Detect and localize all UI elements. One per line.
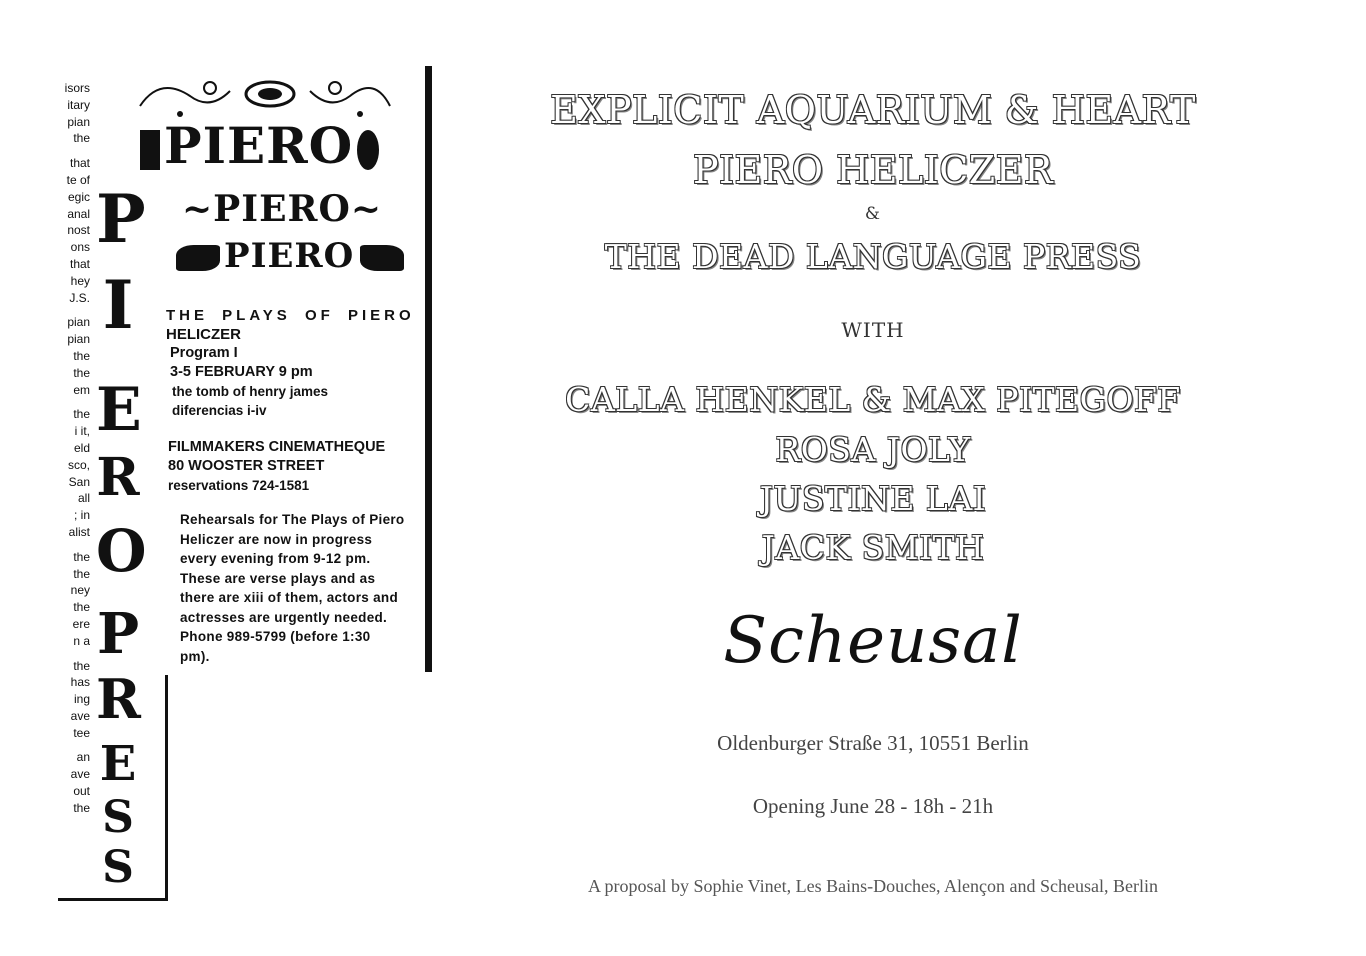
- hand-right-icon: [360, 245, 404, 271]
- cut-text-line: ave: [70, 708, 90, 723]
- cut-text-line: ing: [73, 692, 90, 707]
- rehearsal-line: Phone 989-5799 (before 1:30: [180, 629, 371, 644]
- program-label: Program I: [170, 345, 238, 361]
- cut-text-line: the: [73, 800, 90, 815]
- cut-text-line: an: [76, 750, 90, 765]
- cut-text-line: pian: [67, 315, 90, 330]
- cut-text-line: pian: [67, 114, 90, 129]
- cut-text-line: anal: [67, 206, 90, 221]
- clipping-border-right: [425, 66, 432, 672]
- cut-text-line: the: [73, 365, 90, 380]
- flame-left-icon: [140, 130, 160, 170]
- cut-text-line: em: [73, 382, 90, 397]
- with-label: WITH: [841, 318, 905, 342]
- vertical-letter: E: [96, 375, 142, 445]
- cut-text-line: [58, 306, 90, 314]
- cut-text-line: [58, 741, 90, 749]
- vertical-letter: P: [96, 601, 140, 667]
- ampersand: &: [864, 204, 882, 224]
- cut-text-line: egic: [67, 189, 90, 204]
- work-2: diferencias i-iv: [172, 403, 267, 418]
- cut-text-line: all: [77, 491, 90, 506]
- cut-text-line: te of: [66, 172, 90, 187]
- cut-text-line: the: [73, 407, 90, 422]
- vertical-letter: P: [96, 180, 146, 258]
- cut-text-line: San: [68, 474, 90, 489]
- artist-3: JUSTINE LAI: [759, 479, 987, 518]
- cut-text-line: the: [73, 600, 90, 615]
- vertical-letter: E: [99, 736, 137, 792]
- clipping-title: [140, 116, 379, 175]
- plays-heading-2: HELICZER: [166, 326, 241, 343]
- cut-text-line: itary: [67, 97, 90, 112]
- cut-text-line: the: [73, 566, 90, 581]
- vertical-letter: S: [102, 842, 134, 893]
- rehearsal-line: Heliczer are now in progress: [180, 531, 373, 547]
- cut-text-line: sco,: [67, 457, 90, 472]
- cut-text-line: that: [69, 256, 90, 271]
- rehearsal-line: there are xiii of them, actors and: [180, 590, 399, 605]
- cut-text-line: ; in: [73, 508, 90, 523]
- cut-text-line: n a: [73, 633, 90, 648]
- cut-text-line: out: [73, 784, 90, 799]
- cut-text-line: alist: [68, 524, 90, 539]
- artist-2: ROSA JOLY: [775, 430, 971, 469]
- cut-text-line: the: [73, 348, 90, 363]
- cut-text-line: ney: [70, 583, 90, 598]
- cut-text-line: the: [73, 549, 90, 564]
- cut-text-line: that: [69, 156, 90, 171]
- vertical-letter: O: [96, 517, 147, 585]
- artist-4: JACK SMITH: [761, 528, 985, 567]
- plays-heading: THE PLAYS OF PIERO: [166, 307, 415, 324]
- credit-line: A proposal by Sophie Vinet, Les Bains-Douches, Alençon and Scheusal, Berlin: [588, 876, 1158, 896]
- plays-info: [166, 306, 415, 420]
- cut-text-line: i it,: [74, 424, 90, 439]
- flame-right-icon: [357, 130, 379, 170]
- cut-text-line: [58, 650, 90, 658]
- cut-text-line: has: [70, 675, 90, 690]
- venue-name: Scheusal: [723, 604, 1023, 678]
- cut-text-line: [58, 147, 90, 155]
- rehearsal-line: actresses are urgently needed.: [180, 609, 388, 625]
- cut-text-line: [58, 541, 90, 549]
- clipping-border-left: [165, 675, 168, 900]
- rehearsal-line: every evening from 9-12 pm.: [180, 551, 371, 566]
- vertical-letter: S: [102, 792, 134, 843]
- clipping-border-bottom: [58, 898, 168, 901]
- cut-text-line: the: [73, 131, 90, 146]
- address: Oldenburger Straße 31, 10551 Berlin: [717, 731, 1029, 755]
- opening-hours: Opening June 28 - 18h - 21h: [752, 794, 994, 818]
- cut-text-line: [58, 398, 90, 406]
- cut-text-line: the: [73, 658, 90, 673]
- street-label: 80 WOOSTER STREET: [168, 458, 325, 474]
- clipping-subtitle-2: PIERO: [176, 236, 404, 276]
- hand-left-icon: [176, 245, 220, 271]
- vertical-letter: I: [102, 266, 134, 344]
- cut-text-line: ave: [70, 767, 90, 782]
- rehearsal-line: Rehearsals for The Plays of Piero: [180, 512, 405, 527]
- cut-text-line: tee: [73, 725, 90, 740]
- headline-1: EXPLICIT AQUARIUM & HEART: [550, 88, 1196, 132]
- reservations-label: reservations 724-1581: [168, 478, 310, 493]
- cut-text-line: pian: [67, 332, 90, 347]
- artist-1: CALLA HENKEL & MAX PITEGOFF: [565, 380, 1181, 419]
- venue-label: FILMMAKERS CINEMATHEQUE: [168, 439, 386, 455]
- cut-text-line: ere: [72, 616, 90, 631]
- cut-text-line: isors: [64, 81, 90, 95]
- title-banner: PIERO: [164, 116, 354, 175]
- clipping-subtitle-1: ~PIERO~: [182, 188, 382, 230]
- cut-text-line: eld: [73, 440, 90, 455]
- cut-text-line: J.S.: [69, 290, 90, 305]
- headline-3: THE DEAD LANGUAGE PRESS: [604, 237, 1142, 276]
- venue-info: [168, 438, 422, 495]
- rehearsal-notice: [180, 510, 422, 666]
- dates-label: 3-5 FEBRUARY 9 pm: [170, 364, 313, 380]
- cut-text-line: nost: [67, 223, 90, 238]
- clipped-column-text: [58, 80, 90, 817]
- vertical-letter: R: [96, 447, 140, 508]
- rehearsal-line: pm).: [180, 648, 210, 664]
- cut-text-line: hey: [70, 273, 90, 288]
- headline-2: PIERO HELICZER: [692, 148, 1054, 192]
- work-1: the tomb of henry james: [172, 384, 329, 399]
- rehearsal-line: These are verse plays and as: [180, 570, 376, 586]
- cut-text-line: ons: [70, 240, 90, 255]
- vertical-letter: R: [96, 667, 141, 731]
